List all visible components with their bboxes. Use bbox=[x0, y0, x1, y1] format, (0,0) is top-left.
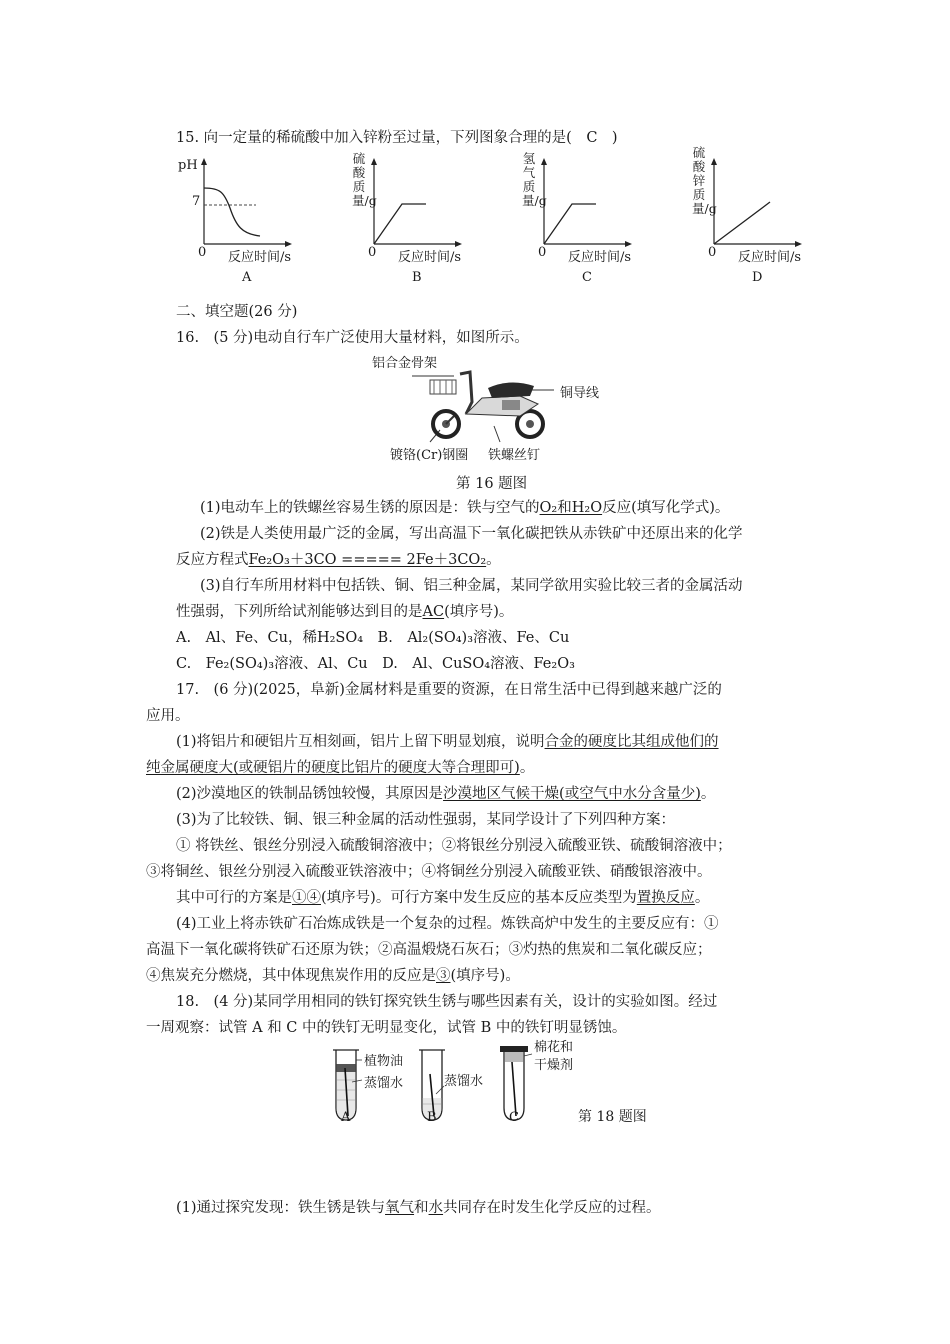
label-water-a: 蒸馏水 bbox=[364, 1076, 404, 1091]
q16-p2-answer: Fe₂O₃＋3CO ===== 2Fe＋3CO₂ bbox=[248, 552, 487, 568]
q15-graph-d bbox=[686, 146, 816, 290]
q16-p1-pre: (1)电动车上的铁螺丝容易生锈的原因是：铁与空气的 bbox=[200, 500, 540, 516]
graph-a-origin: 0 bbox=[198, 245, 207, 260]
q16-p2-pre: 反应方程式 bbox=[176, 552, 249, 568]
q16-options-ab: A. Al、Fe、Cu，稀H₂SO₄ B. Al₂(SO₄)₃溶液、Fe、Cu bbox=[176, 630, 570, 646]
label-water-b: 蒸馏水 bbox=[444, 1074, 484, 1089]
q15-stem: 15. 向一定量的稀硫酸中加入锌粉至过量，下列图象合理的是( C ) bbox=[176, 130, 618, 146]
q17-p3-q-mid: (填序号)。可行方案中发生反应的基本反应类型为 bbox=[321, 890, 637, 906]
graph-b-origin: 0 bbox=[368, 245, 377, 260]
q17-p4-answer: ③ bbox=[436, 968, 451, 984]
q16-p1-post: 反应(填写化学式)。 bbox=[602, 500, 730, 516]
label-rim: 镀铬(Cr)钢圈 bbox=[390, 448, 469, 463]
q17-p1-b bbox=[146, 758, 534, 778]
q17-p3-l1: ① 将铁丝、银丝分别浸入硫酸铜溶液中；②将银丝分别浸入硫酸亚铁、硫酸铜溶液中； bbox=[176, 838, 732, 854]
q15-graph-a bbox=[176, 152, 306, 290]
q16-stem: 16. (5 分)电动自行车广泛使用大量材料，如图所示。 bbox=[176, 330, 529, 346]
graph-a-caption: A bbox=[242, 270, 252, 285]
q17-p1-answer-a: 合金的硬度比其组成他们的 bbox=[544, 734, 719, 750]
q15-graph-c bbox=[516, 152, 646, 290]
q17-p3-question bbox=[176, 888, 709, 908]
q16-p1 bbox=[200, 498, 729, 518]
tube-a-label: A bbox=[341, 1110, 351, 1125]
q18-stem-a: 18. (4 分)某同学用相同的铁钉探究铁生锈与哪些因素有关，设计的实验如图。经过 bbox=[176, 994, 718, 1010]
q17-p3-q-post: 。 bbox=[694, 890, 710, 906]
label-frame: 铝合金骨架 bbox=[372, 356, 438, 371]
q17-p3: (3)为了比较铁、铜、银三种金属的活动性强弱，某同学设计了下列四种方案： bbox=[176, 812, 676, 828]
q18-figure bbox=[326, 1040, 676, 1130]
q17-stem-a: 17. (6 分)(2025，阜新)金属材料是重要的资源，在日常生活中已得到越来越广泛的 bbox=[176, 682, 722, 698]
q17-p1-a bbox=[176, 732, 719, 752]
q17-p2-answer: 沙漠地区气候干燥(或空气中水分含量少) bbox=[443, 786, 701, 802]
label-cotton: 棉花和 bbox=[534, 1040, 574, 1055]
q17-p4-pre: ④焦炭充分燃烧，其中体现焦炭作用的反应是 bbox=[146, 968, 436, 984]
tube-b-label: B bbox=[427, 1110, 437, 1125]
q17-p3-answer-1: ①④ bbox=[292, 890, 321, 906]
graph-a-ylabel: pH bbox=[178, 158, 198, 173]
label-wire: 铜导线 bbox=[560, 386, 600, 401]
q16-p3-post: (填序号)。 bbox=[444, 604, 514, 620]
q17-p3-l2: ③将铜丝、银丝分别浸入硫酸亚铁溶液中；④将铜丝分别浸入硫酸亚铁、硝酸银溶液中。 bbox=[146, 864, 712, 880]
graph-c-origin: 0 bbox=[538, 245, 547, 260]
q17-p1-pre: (1)将铝片和硬铝片互相刻画，铝片上留下明显划痕，说明 bbox=[176, 734, 545, 750]
q17-stem-b: 应用。 bbox=[146, 708, 190, 724]
label-oil: 植物油 bbox=[364, 1054, 404, 1069]
q16-p3-b bbox=[176, 602, 513, 622]
q16-p1-answer: O₂和H₂O bbox=[539, 500, 603, 516]
q16-p2-a: (2)铁是人类使用最广泛的金属，写出高温下一氧化碳把铁从赤铁矿中还原出来的化学 bbox=[200, 526, 743, 542]
graph-b-caption: B bbox=[412, 270, 422, 285]
q17-p4-a: (4)工业上将赤铁矿石冶炼成铁是一个复杂的过程。炼铁高炉中发生的主要反应有：① bbox=[176, 916, 719, 932]
q16-p3-answer: AC bbox=[422, 604, 445, 620]
graph-a-xlabel: 反应时间/s bbox=[228, 250, 292, 265]
q16-p2-post: 。 bbox=[486, 552, 501, 568]
section-heading: 二、填空题(26 分) bbox=[176, 304, 298, 320]
q18-p1-mid: 和 bbox=[414, 1200, 429, 1216]
q17-p1-post: 。 bbox=[519, 760, 535, 776]
q16-p3-pre: 性强弱，下列所给试剂能够达到目的是 bbox=[176, 604, 423, 620]
q17-p4-c bbox=[146, 966, 520, 986]
q18-p1-post: 共同存在时发生化学反应的过程。 bbox=[443, 1200, 661, 1216]
q16-p2-b bbox=[176, 550, 501, 570]
q17-p4-b: 高温下一氧化碳将铁矿石还原为铁；②高温煅烧石灰石；③灼热的焦炭和二氧化碳反应； bbox=[146, 942, 712, 958]
q17-p4-post: (填序号)。 bbox=[450, 968, 520, 984]
graph-a-ref-label: 7 bbox=[192, 194, 201, 209]
q18-p1 bbox=[176, 1198, 661, 1218]
graph-b-xlabel: 反应时间/s bbox=[398, 250, 462, 265]
q15-graph-b bbox=[346, 152, 476, 290]
q16-fig-caption: 第 16 题图 bbox=[456, 476, 528, 492]
q17-p3-answer-2: 置换反应 bbox=[636, 890, 695, 906]
label-desiccant: 干燥剂 bbox=[534, 1058, 574, 1073]
q17-p2 bbox=[176, 784, 715, 804]
q17-p2-pre: (2)沙漠地区的铁制品锈蚀较慢，其原因是 bbox=[176, 786, 444, 802]
q18-stem-b: 一周观察：试管 A 和 C 中的铁钉无明显变化，试管 B 中的铁钉明显锈蚀。 bbox=[146, 1020, 627, 1036]
q18-p1-answer-1: 氧气 bbox=[385, 1200, 415, 1216]
graph-d-ylabel: 硫酸锌质量/g bbox=[692, 145, 717, 216]
graph-c-ylabel: 氢气质量/g bbox=[522, 151, 547, 208]
q16-options-cd: C. Fe₂(SO₄)₃溶液、Al、Cu D. Al、CuSO₄溶液、Fe₂O₃ bbox=[176, 656, 575, 672]
scooter-illustration bbox=[370, 352, 630, 464]
q18-p1-answer-2: 水 bbox=[428, 1200, 444, 1216]
q16-figure bbox=[370, 352, 630, 464]
tube-c-label: C bbox=[509, 1110, 519, 1125]
graph-c-caption: C bbox=[582, 270, 592, 285]
q18-fig-caption: 第 18 题图 bbox=[578, 1109, 647, 1125]
graph-d-xlabel: 反应时间/s bbox=[738, 250, 802, 265]
graph-b-ylabel: 硫酸质量/g bbox=[352, 151, 377, 208]
q18-p1-pre: (1)通过探究发现：铁生锈是铁与 bbox=[176, 1200, 386, 1216]
graph-d-caption: D bbox=[752, 270, 763, 285]
q17-p3-q-pre: 其中可行的方案是 bbox=[176, 890, 292, 906]
graph-c-xlabel: 反应时间/s bbox=[568, 250, 632, 265]
q17-p2-post: 。 bbox=[700, 786, 716, 802]
graph-d-origin: 0 bbox=[708, 245, 717, 260]
label-screw: 铁螺丝钉 bbox=[488, 448, 541, 463]
q17-p1-answer-b: 纯金属硬度大(或硬铝片的硬度比铝片的硬度大等合理即可) bbox=[146, 760, 520, 776]
q16-p3-a: (3)自行车所用材料中包括铁、铜、铝三种金属，某同学欲用实验比较三者的金属活动 bbox=[200, 578, 743, 594]
